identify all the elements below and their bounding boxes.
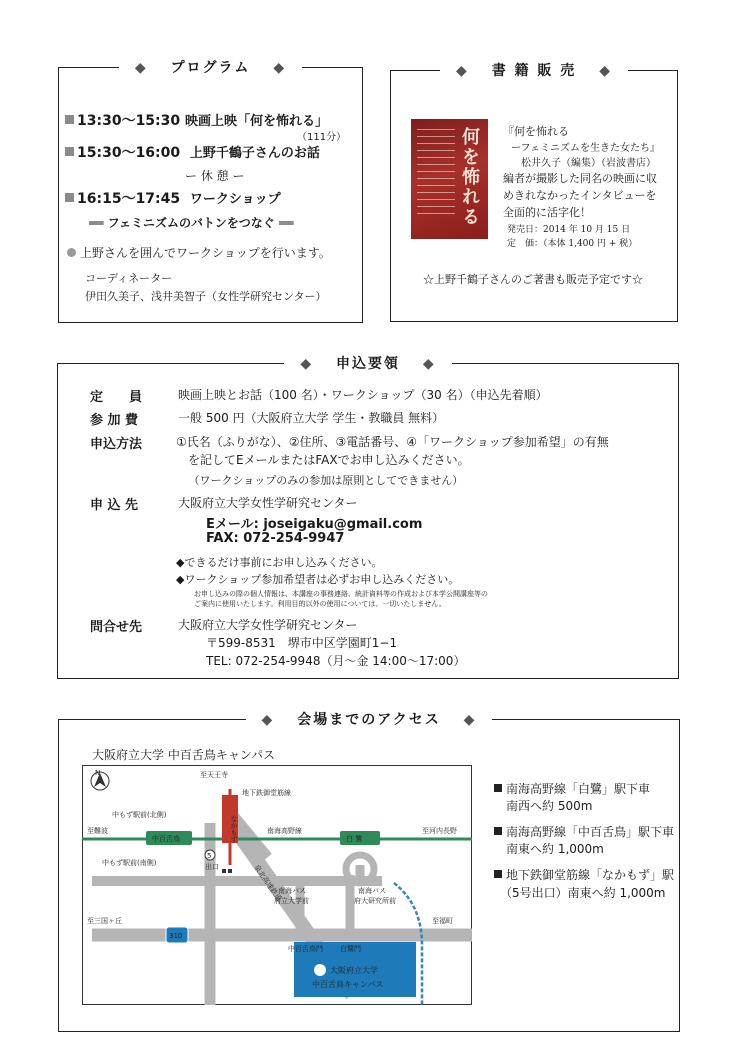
program-desc: 上野さんを囲んでワークショップを行います。 xyxy=(67,244,331,261)
map-label-to_namba: 至難波 xyxy=(87,827,108,835)
book-desc-2: めきれなかったインタビューを xyxy=(503,189,657,202)
circle-bullet-icon xyxy=(67,248,76,257)
map-label-nakamozu_north: 中もず駅前(北側) xyxy=(112,811,167,819)
book-date: 発売日：2014 年 10 月 15 日 xyxy=(507,225,631,235)
diamond-icon: ◆ xyxy=(456,712,485,728)
route-2-direction: 南東へ約 1,000m xyxy=(506,842,604,856)
method-line-1: ①氏名（ふりがな）、②住所、③電話番号、④「ワークショップ参加希望」の有無 xyxy=(176,435,609,449)
map-label-campus_l2: 中百舌鳥キャンパス xyxy=(312,980,384,989)
map-label-nakamozu: なかもず xyxy=(230,815,238,843)
contact-line-2: 〒599-8531 堺市中区学園町1−1 xyxy=(206,636,398,650)
diamond-icon: ◆ xyxy=(415,356,444,372)
square-bullet-icon xyxy=(65,193,74,202)
destination-label: 申 込 先 xyxy=(90,498,139,513)
capacity-label: 定 員 xyxy=(90,390,143,405)
diamond-icon: ◆ xyxy=(591,63,620,79)
coordinator-names: 伊田久美子、浅井美智子（女性学研究センター） xyxy=(85,290,327,303)
books-box xyxy=(390,63,678,322)
map-label-expressway: 泉北高速鉄道 xyxy=(252,863,284,903)
book-author: 松井久子（編集）（岩波書店） xyxy=(521,158,656,169)
contact-line-1: 大阪府立大学女性学研究センター xyxy=(178,618,358,632)
privacy-1: お申し込みの際の個人情報は、本講座の事務連絡、統計資料等の作成および本学公開講座等の xyxy=(194,590,488,598)
route-2: 南海高野線「中百舌鳥」駅下車 xyxy=(494,823,674,840)
program-item-1: 13:30〜15:30 映画上映「何を怖れる」 xyxy=(65,110,328,130)
access-map xyxy=(82,765,472,1005)
program-item-3: 16:15〜17:45 ワークショップ xyxy=(65,188,281,208)
method-line-2: を記してEメールまたはFAXでお申し込みください。 xyxy=(176,453,470,467)
program-item-1-note: （111分） xyxy=(297,132,347,143)
square-bullet-icon xyxy=(494,784,502,792)
map-label-to_mikunigaoka: 至三国ヶ丘 xyxy=(87,917,122,925)
fee-value: 一般 500 円（大阪府立大学 学生・教職員 無料） xyxy=(178,411,445,425)
book-desc-3: 全面的に活字化！ xyxy=(503,206,591,219)
program-break: ー 休 憩 ー xyxy=(185,169,245,183)
map-label-1: 府大研究所前 xyxy=(354,897,396,905)
diamond-icon: ◆ xyxy=(254,712,283,728)
coordinator-label: コーディネーター xyxy=(85,272,173,285)
application-title: 申込要領 xyxy=(328,356,408,372)
map-label-to_kawachinagano: 至河内長野 xyxy=(422,827,457,835)
program-subtitle: ══ フェミニズムのバトンをつなぐ ══ xyxy=(89,216,294,230)
map-label-0: 南海バス xyxy=(358,887,386,895)
note-1: ◆できるだけ事前にお申し込みください。 xyxy=(176,556,383,569)
books-title: 書 籍 販 売 xyxy=(484,63,585,79)
campus-name: 大阪府立大学 中百舌鳥キャンパス xyxy=(92,748,275,762)
square-bullet-icon xyxy=(65,147,74,156)
square-bullet-icon xyxy=(494,870,502,878)
diamond-icon: ◆ xyxy=(292,356,321,372)
fax-number: FAX: 072-254-9947 xyxy=(206,531,345,546)
email-address[interactable]: Eメール: joseigaku@gmail.com xyxy=(206,517,423,532)
map-label-nankai: 南海高野線 xyxy=(267,827,302,835)
map-label-exit_no: 5 xyxy=(207,852,212,860)
access-box xyxy=(58,712,680,1032)
book-title: 『何を怖れる xyxy=(503,125,569,138)
map-label-north: N xyxy=(95,769,101,777)
map-label-exit: 出口 xyxy=(205,863,219,871)
map-label-to_fukumachi: 至福町 xyxy=(432,917,453,925)
diamond-icon: ◆ xyxy=(265,60,294,76)
destination-value: 大阪府立大学女性学研究センター xyxy=(178,496,358,510)
route-1: 南海高野線「白鷺」駅下車 xyxy=(494,780,650,797)
book-price: 定 価：（本体 1,400 円 + 税） xyxy=(507,239,638,249)
program-item-2: 15:30〜16:00 上野千鶴子さんのお話 xyxy=(65,142,320,162)
contact-label: 問合せ先 xyxy=(90,620,143,635)
diamond-icon: ◆ xyxy=(448,63,477,79)
map-label-campus_l1: 大阪府立大学 xyxy=(330,966,378,975)
books-note: ☆上野千鶴子さんのご著書も販売予定です☆ xyxy=(423,273,643,286)
privacy-2: ご案内に使用いたします。利用目的以外の使用については、一切いたしません。 xyxy=(194,600,446,608)
route-1-direction: 南西へ約 500m xyxy=(506,799,593,813)
book-desc-1: 編者が撮影した同名の映画に収 xyxy=(503,172,657,185)
square-bullet-icon xyxy=(65,115,74,124)
map-label-gate1: 中百舌鳥門 xyxy=(288,945,323,953)
map-label-to_tennoji: 至天王寺 xyxy=(200,771,228,779)
note-2: ◆ワークショップ参加希望者は必ずお申し込みください。 xyxy=(176,573,460,586)
map-label-nakamozu_south: 中もず駅前(南側) xyxy=(102,859,157,867)
program-title: プログラム xyxy=(163,60,259,76)
route-3: 地下鉄御堂筋線「なかもず」駅 xyxy=(494,866,674,883)
map-label-0: 南海バス xyxy=(278,887,306,895)
book-subtitle: ーフェミニズムを生きた女たち』 xyxy=(511,143,660,154)
capacity-value: 映画上映とお話（100 名）・ワークショップ（30 名）（申込先着順） xyxy=(178,388,548,402)
map-label-nakamozu_station: 中百舌鳥 xyxy=(152,835,180,843)
book-cover-title: 何を怖れる xyxy=(459,127,480,227)
map-label-shirasagi: 白 鷺 xyxy=(346,835,363,843)
map-label-subway: 地下鉄御堂筋線 xyxy=(242,789,291,797)
program-box xyxy=(58,60,363,323)
square-bullet-icon xyxy=(494,827,502,835)
route-3-direction: （5号出口）南東へ約 1,000m xyxy=(500,886,666,900)
map-label-gate2: 白鷺門 xyxy=(340,945,361,953)
book-cover xyxy=(411,119,488,239)
map-label-1: 府立大学前 xyxy=(274,897,309,905)
campus-logo-icon xyxy=(314,964,326,976)
method-line-3: （ワークショップのみの参加は原則としてできません） xyxy=(183,474,464,487)
access-title: 会場までのアクセス xyxy=(289,712,449,728)
fee-label: 参 加 費 xyxy=(90,413,139,428)
diamond-icon: ◆ xyxy=(127,60,156,76)
method-label: 申込方法 xyxy=(90,437,143,452)
map-label-route_no: 310 xyxy=(169,932,183,940)
application-box xyxy=(57,356,679,679)
contact-line-3: TEL: 072-254-9948（月〜金 14:00〜17:00） xyxy=(206,654,466,668)
